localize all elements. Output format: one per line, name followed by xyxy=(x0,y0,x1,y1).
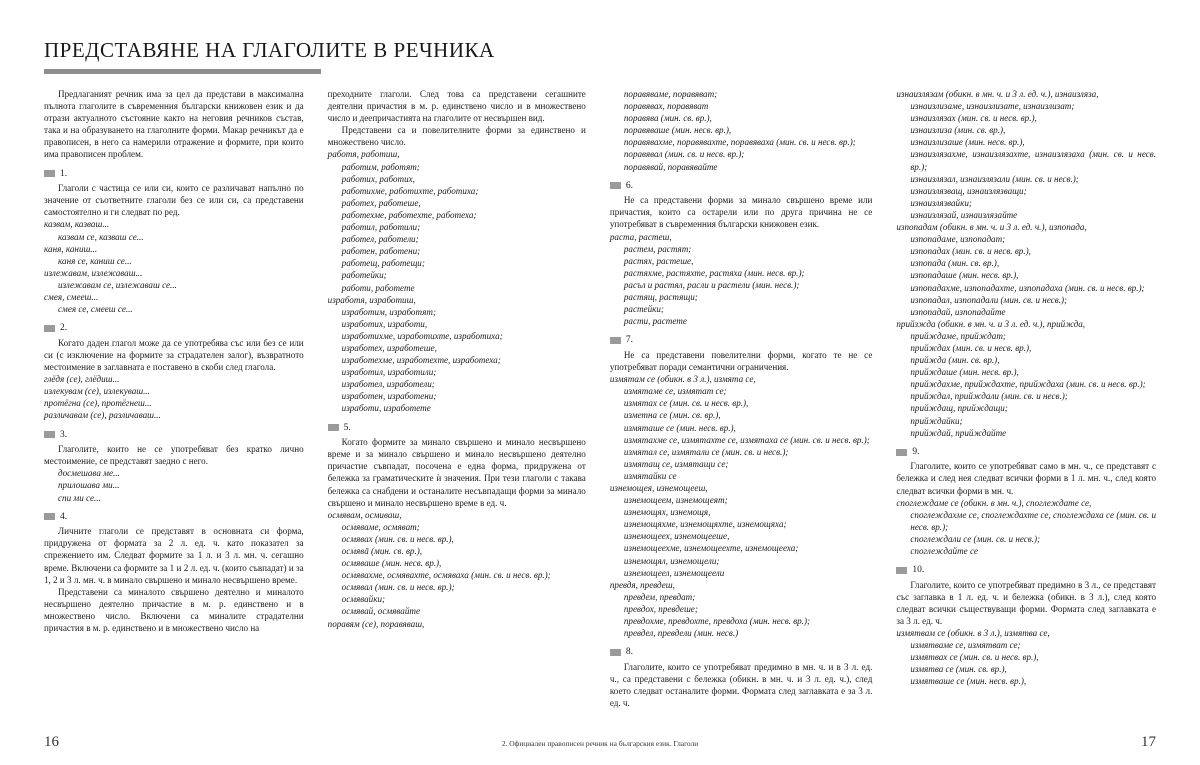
section-number: 10. xyxy=(912,565,925,576)
dictionary-form-line: изработел, изработели; xyxy=(341,379,435,390)
dictionary-form-line: изпопадай, изпопадайте xyxy=(910,306,1006,317)
dictionary-headword: измятвам се (обикн. в 3 л.), измятва се, xyxy=(896,628,1050,639)
dictionary-form-line: осмявай, осмявайте xyxy=(341,606,420,617)
section-number: 6. xyxy=(625,180,633,191)
dictionary-form-line: работихме, работихте, работиха; xyxy=(341,185,479,196)
dictionary-form-line: изнемощеел, изнемощеели xyxy=(623,567,725,578)
dictionary-form-line: изработен, изработени; xyxy=(341,391,437,402)
dictionary-form-line: измятва се (мин. св. вр.), xyxy=(910,664,1007,675)
dictionary-headword: различавам (се), различаваш... xyxy=(44,410,161,421)
body-paragraph: Когато формите за минало свършено и минало несвършено време и за минало свършено и минало несвършено деятелно причастие съвпадат, посочена е една форма, придружена от бележка за граматическите ѝ значения. При тези глаголи с такава бележка са снабдени и останалите несъвпадащи форми за минало свършено и минало несвършено време в ед. ч. xyxy=(327,437,586,508)
dictionary-form-line: изработим, изработят; xyxy=(341,306,436,317)
section-number: 9. xyxy=(912,446,920,457)
dictionary-form-line: изнемощеехме, изнемощеехте, изнемощееха; xyxy=(623,543,799,554)
dictionary-form-line: превдел, превдели (мин. несв.) xyxy=(623,628,739,639)
section-number: 2. xyxy=(60,323,68,334)
dictionary-form-line: изнаизлязай, изнаизлязайте xyxy=(910,209,1018,220)
dictionary-form-line: измятваме се, измятват се; xyxy=(910,640,1021,651)
dictionary-headword: протёгна (се), протёгнеш... xyxy=(44,398,152,409)
dictionary-form-line: осмявах (мин. св. и несв. вр.), xyxy=(341,533,454,544)
dictionary-form-line: спи ми се... xyxy=(58,492,101,503)
dictionary-form-line: растем, растят; xyxy=(623,243,692,254)
section-marker xyxy=(44,429,304,442)
dictionary-headword: превдя, превдеш, xyxy=(609,579,675,590)
dictionary-form-line: изпопадал, изпопадали (мин. св. и несв.); xyxy=(910,294,1068,305)
square-bullet-icon xyxy=(610,337,621,344)
dictionary-form-line: осмявахме, осмявахте, осмяваха (мин. св. и несв. вр.); xyxy=(341,570,551,581)
dictionary-form-line: споглеждахме се, споглеждахте се, споглеждаха се (мин. св. и несв. вр.); xyxy=(910,509,1156,532)
section-marker xyxy=(896,446,1156,459)
dictionary-form-line: измятаме се, измятат се; xyxy=(623,386,727,397)
dictionary-form-line: изнаизлязахме, изнаизлязахте, изнаизлязаха (мин. св. и несв. вр.); xyxy=(910,149,1156,172)
dictionary-form-line: споглеждали се (мин. св. и несв.); xyxy=(910,533,1041,544)
square-bullet-icon xyxy=(44,513,55,520)
dictionary-form-line: изработихме, изработихте, изработиха; xyxy=(341,330,503,341)
dictionary-form-line: прийждах (мин. св. и несв. вр.), xyxy=(910,342,1032,353)
dictionary-form-line: работел, работели; xyxy=(341,234,419,245)
dictionary-headword: прийзжда (обикн. в мн. ч. и 3 л. ед. ч.), прийжда, xyxy=(896,318,1086,329)
dictionary-form-line: работил, работили; xyxy=(341,222,421,233)
dictionary-form-line: поравявах, поравяват xyxy=(623,101,709,112)
dictionary-form-line: прийждай, прийждайте xyxy=(910,427,1007,438)
body-paragraph: Глаголи с частица се или си, които се различават напълно по значение от съответните глаголи без се или си, са представени самостоятелно и ги следват по ред. xyxy=(44,183,304,218)
section-marker xyxy=(896,564,1156,577)
square-bullet-icon xyxy=(610,182,621,189)
dictionary-headword: работя, работиш, xyxy=(327,149,400,160)
dictionary-form-line: поравяваше (мин. несв. вр.), xyxy=(623,125,732,136)
dictionary-form-line: изнаизлизаше (мин. несв. вр.), xyxy=(910,137,1025,148)
dictionary-form-line: измяташе се (мин. несв. вр.), xyxy=(623,422,736,433)
dictionary-form-line: прийжда (мин. св. вр.), xyxy=(910,355,1000,366)
dictionary-form-line: работен, работени; xyxy=(341,246,421,257)
dictionary-form-line: осмяваме, осмяват; xyxy=(341,521,420,532)
dictionary-form-line: превдем, превдат; xyxy=(623,591,696,602)
section-marker xyxy=(610,334,873,347)
dictionary-headword: смея, смееш... xyxy=(44,292,99,303)
square-bullet-icon xyxy=(44,431,55,438)
dictionary-form-line: работехме, работехте, работеха; xyxy=(341,209,477,220)
dictionary-form-line: изнемощеем, изнемощеят; xyxy=(623,495,728,506)
square-bullet-icon xyxy=(44,325,55,332)
section-marker xyxy=(44,511,304,524)
dictionary-form-line: измятваше се (мин. несв. вр.), xyxy=(910,676,1027,687)
dictionary-form-line: растящ, растящи; xyxy=(623,292,698,303)
dictionary-form-line: осмяваше (мин. несв. вр.), xyxy=(341,558,442,569)
dictionary-form-line: прийждал, прийждали (мин. св. и несв.); xyxy=(910,391,1068,402)
dictionary-form-line: превдох, превдеше; xyxy=(623,603,698,614)
footer-note: 2. Официален правописен речник на българския език. Глаголи xyxy=(501,739,699,748)
dictionary-form-line: изпопадаше (мин. несв. вр.), xyxy=(910,270,1019,281)
dictionary-form-line: изметна се (мин. св. вр.), xyxy=(623,410,721,421)
section-number: 1. xyxy=(60,168,68,179)
page-footer xyxy=(44,734,1156,751)
dictionary-form-line: прийждайки; xyxy=(910,415,963,426)
dictionary-form-line: расъл и растял, расли и растели (мин. несв.); xyxy=(623,279,800,290)
dictionary-form-line: изнаизлязал, изнаизлязали (мин. св. и несв.); xyxy=(910,173,1079,184)
dictionary-form-line: поравява (мин. св. вр.), xyxy=(623,113,712,124)
dictionary-form-line: осмявал (мин. св. и несв. вр.); xyxy=(341,582,455,593)
square-bullet-icon xyxy=(610,649,621,656)
text-column-2 xyxy=(328,88,586,733)
square-bullet-icon xyxy=(896,567,907,574)
section-marker xyxy=(610,646,873,659)
dictionary-form-line: поравявахме, поравявахте, поравяваха (мин. св. и несв. вр.); xyxy=(623,137,856,148)
dictionary-form-line: поравяваме, поравяват; xyxy=(623,89,718,99)
body-paragraph: преходните глаголи. След това са представени сегашните деятелни причастия в м. р. единствено число и в множествено число и деепричастията на глаголите от несвършен вид. xyxy=(327,89,586,124)
dictionary-headword: поравям (се), поравяваш, xyxy=(327,618,425,629)
dictionary-form-line: работех, работеше, xyxy=(341,197,421,208)
body-paragraph: Не са представени повелителни форми, когато те не се употребяват поради семантични ограничения. xyxy=(609,349,873,373)
dictionary-form-line: изработех, изработеше, xyxy=(341,342,437,353)
text-column-3 xyxy=(610,88,873,733)
section-marker xyxy=(328,422,586,435)
dictionary-form-line: изработих, изработи, xyxy=(341,318,428,329)
dictionary-form-line: измятвах се (мин. св. и несв. вр.), xyxy=(910,652,1039,663)
dictionary-form-line: смея се, смееш се... xyxy=(58,304,133,315)
square-bullet-icon xyxy=(896,449,907,456)
dictionary-headword: измятам се (обикн. в 3 л.), измята се, xyxy=(609,374,756,385)
body-paragraph: Глаголите, които не се употребяват без кратко лично местоимение, се представят заедно с него. xyxy=(44,444,304,467)
body-paragraph: Представени са миналото свършено деятелно и миналото несвършено деятелно причастие в м. р. единствено и в множествено число. Включени са миналите страдателни причастия в м. р. единствено и в множествено число на xyxy=(44,586,304,633)
body-paragraph: Когато даден глагол може да се употребява със или без се или си (с изключение на формите за страдателен залог), възвратното местоимение в заглавната е поставено в скоби след глагола. xyxy=(44,337,304,373)
dictionary-form-line: изнемощях, изнемощя, xyxy=(623,507,711,518)
section-marker xyxy=(610,180,873,193)
columns-container xyxy=(44,88,1156,733)
dictionary-form-line: изнаизлизаме, изнаизлизате, изнаизлизат; xyxy=(910,101,1075,112)
dictionary-form-line: изработил, изработили; xyxy=(341,367,437,378)
dictionary-form-line: изнемощяхме, изнемощяхте, изнемощяха; xyxy=(623,519,787,530)
dictionary-form-line: растейки; xyxy=(623,304,664,315)
dictionary-form-line: измятал се, измятали се (мин. св. и несв.); xyxy=(623,446,789,457)
dictionary-form-line: изработи, изработете xyxy=(341,403,431,414)
dictionary-form-line: измятайки се xyxy=(623,470,677,481)
dictionary-form-line: изпопада (мин. св. вр.), xyxy=(910,258,1000,269)
dictionary-form-line: измятахме се, измятахте се, измятаха се (мин. св. и несв. вр.); xyxy=(623,434,870,445)
dictionary-headword: изнемощея, изнемощееш, xyxy=(609,482,708,493)
dictionary-headword: глёдя (се), глёдиш... xyxy=(44,374,120,385)
dictionary-form-line: поравявай, поравявайте xyxy=(623,161,718,172)
dictionary-headword: раста, растеш, xyxy=(609,231,672,242)
dictionary-form-line: работим, работят; xyxy=(341,161,420,172)
dictionary-form-line: расти, растете xyxy=(623,316,687,327)
dictionary-form-line: изнаизлязвайки; xyxy=(910,197,972,208)
text-column-1 xyxy=(44,88,304,733)
section-number: 7. xyxy=(625,335,633,346)
dictionary-headword: каня, каниш... xyxy=(44,243,98,254)
dictionary-form-line: споглеждайте се xyxy=(910,546,978,556)
section-number: 3. xyxy=(60,429,68,440)
dictionary-form-line: изпопадахме, изпопадахте, изпопадаха (мин. св. и несв. вр.); xyxy=(910,282,1145,293)
dictionary-headword: споглеждаме се (обикн. в мн. ч.), споглеждате се, xyxy=(896,497,1092,508)
dictionary-headword: казвам, казваш... xyxy=(44,219,110,230)
section-number: 4. xyxy=(60,511,68,522)
dictionary-form-line: изработехме, изработехте, изработеха; xyxy=(341,355,501,366)
dictionary-form-line: работещ, работещи; xyxy=(341,258,425,269)
body-paragraph: Представени са и повелителните форми за единствено и множествено число. xyxy=(327,125,586,148)
dictionary-form-line: прилошава ми... xyxy=(58,480,120,491)
dictionary-form-line: измятащ се, измятащи се; xyxy=(623,458,729,469)
page-title: ПРЕДСТАВЯНЕ НА ГЛАГОЛИТЕ В РЕЧНИКА xyxy=(44,38,495,62)
section-number: 8. xyxy=(625,647,633,658)
section-number: 5. xyxy=(343,422,351,433)
body-paragraph: Глаголите, които се употребяват предимно в мн. ч. и в 3 л. ед. ч., са представени с бележка (обикн. в мн. ч. и 3 л. ед. ч.), след което следват останалите форми. Формата след заглавката е за 3 л. ед. ч. xyxy=(609,661,873,709)
dictionary-form-line: прийждаме, прийждат; xyxy=(910,330,1006,341)
dictionary-form-line: прийждаше (мин. несв. вр.), xyxy=(910,367,1019,378)
dictionary-headword: изработя, изработиш, xyxy=(327,294,416,305)
page-number-right: 17 xyxy=(1141,734,1156,750)
section-marker xyxy=(44,322,304,335)
dictionary-form-line: прийждащ, прийждащи; xyxy=(910,403,1008,414)
dictionary-form-line: изпопадах (мин. св. и несв. вр.), xyxy=(910,246,1031,257)
dictionary-form-line: излежавам се, излежаваш се... xyxy=(58,279,177,290)
dictionary-form-line: изнемощеех, изнемощееше, xyxy=(623,531,730,542)
dictionary-form-line: изнаизлязващ, изнаизлязващи; xyxy=(910,185,1027,196)
body-paragraph: Не са представени форми за минало свършено време или причастия, които са остарели или по друга причина не се употребяват в съвременния български книжовен език. xyxy=(609,195,873,230)
page-number-left: 16 xyxy=(44,734,59,750)
dictionary-form-line: изпопадаме, изпопадат; xyxy=(910,234,1006,245)
body-paragraph: Предлаганият речник има за цел да представи в максимална пълнота глаголите в съвременния български книжовен език и да отрази актуалното състояние както на неговия речников състав, така и на образуването на глаголните форми. Макар речникът да е правописен, в него са намерили отражение и формите, при които има правописен проблем. xyxy=(44,89,304,160)
dictionary-form-line: растях, растеше, xyxy=(623,255,694,266)
dictionary-form-line: осмявā (мин. св. вр.), xyxy=(341,546,423,556)
body-paragraph: Личните глаголи се представят в основната си форма, придружена от формата за 2 л. ед. ч. като показател за спрежението им. Следват формите за 1 л. и 3 л. мн. ч. сегашно време. Включени са формите за 1 и 2 л. ед. ч. (които съвпадат) и за 1, 2 и 3 л. мн. ч. в минало свършено и минало несвършено време. xyxy=(44,526,304,585)
dictionary-form-line: работейки; xyxy=(341,270,387,281)
dictionary-headword: изнаизлязам (обикн. в мн. ч. и 3 л. ед. ч.), изнаизляза, xyxy=(896,89,1099,99)
body-paragraph: Глаголите, които се употребяват само в мн. ч., се представят с бележка и след нея следват всички форми в 1 л. мн. ч., след която следват всички форми в мн. ч. xyxy=(896,461,1156,496)
dictionary-form-line: работи, работете xyxy=(341,282,415,293)
dictionary-form-line: растяхме, растяхте, растяха (мин. несв. вр.); xyxy=(623,267,805,278)
dictionary-form-line: казвам се, казваш се... xyxy=(58,231,144,242)
square-bullet-icon xyxy=(328,424,339,431)
title-underline-rule xyxy=(44,69,321,74)
dictionary-form-line: осмявайки; xyxy=(341,594,386,605)
section-marker xyxy=(44,168,304,181)
dictionary-headword: излекувам (се), излекуваш... xyxy=(44,386,150,397)
dictionary-form-line: измятах се (мин. св. и несв. вр.), xyxy=(623,398,749,409)
dictionary-headword: изпопадам (обикн. в мн. ч. и 3 л. ед. ч.), изпопадa, xyxy=(896,222,1087,233)
dictionary-form-line: изнаизлязах (мин. св. и несв. вр.), xyxy=(910,113,1037,124)
dictionary-headword: осмявам, осмиваш, xyxy=(327,509,402,520)
dictionary-form-line: досмешава ме... xyxy=(58,468,120,479)
text-column-4 xyxy=(896,88,1156,733)
dictionary-form-line: изнемощял, изнемощели; xyxy=(623,555,720,566)
dictionary-form-line: работих, работих, xyxy=(341,173,415,184)
dictionary-form-line: поравявал (мин. св. и несв. вр.); xyxy=(623,149,745,160)
dictionary-form-line: изнаизлиза (мин. св. вр.), xyxy=(910,125,1006,136)
dictionary-form-line: каня се, каниш се... xyxy=(58,255,132,266)
dictionary-form-line: прийждахме, прийждахте, прийждаха (мин. св. и несв. вр.); xyxy=(910,379,1146,390)
dictionary-headword: излежавам, излежаваш... xyxy=(44,267,143,278)
body-paragraph: Глаголите, които се употребяват предимно в 3 л., се представят със заглавка в 1 л. ед. ч. и бележка (обикн. в 3 л.), след която следват всички съществуващи форми. Формата след заглавката е за 3 л. ед. ч. xyxy=(896,579,1156,626)
dictionary-form-line: превдохме, превдохте, превдоха (мин. несв. вр.); xyxy=(623,616,811,626)
square-bullet-icon xyxy=(44,170,55,177)
